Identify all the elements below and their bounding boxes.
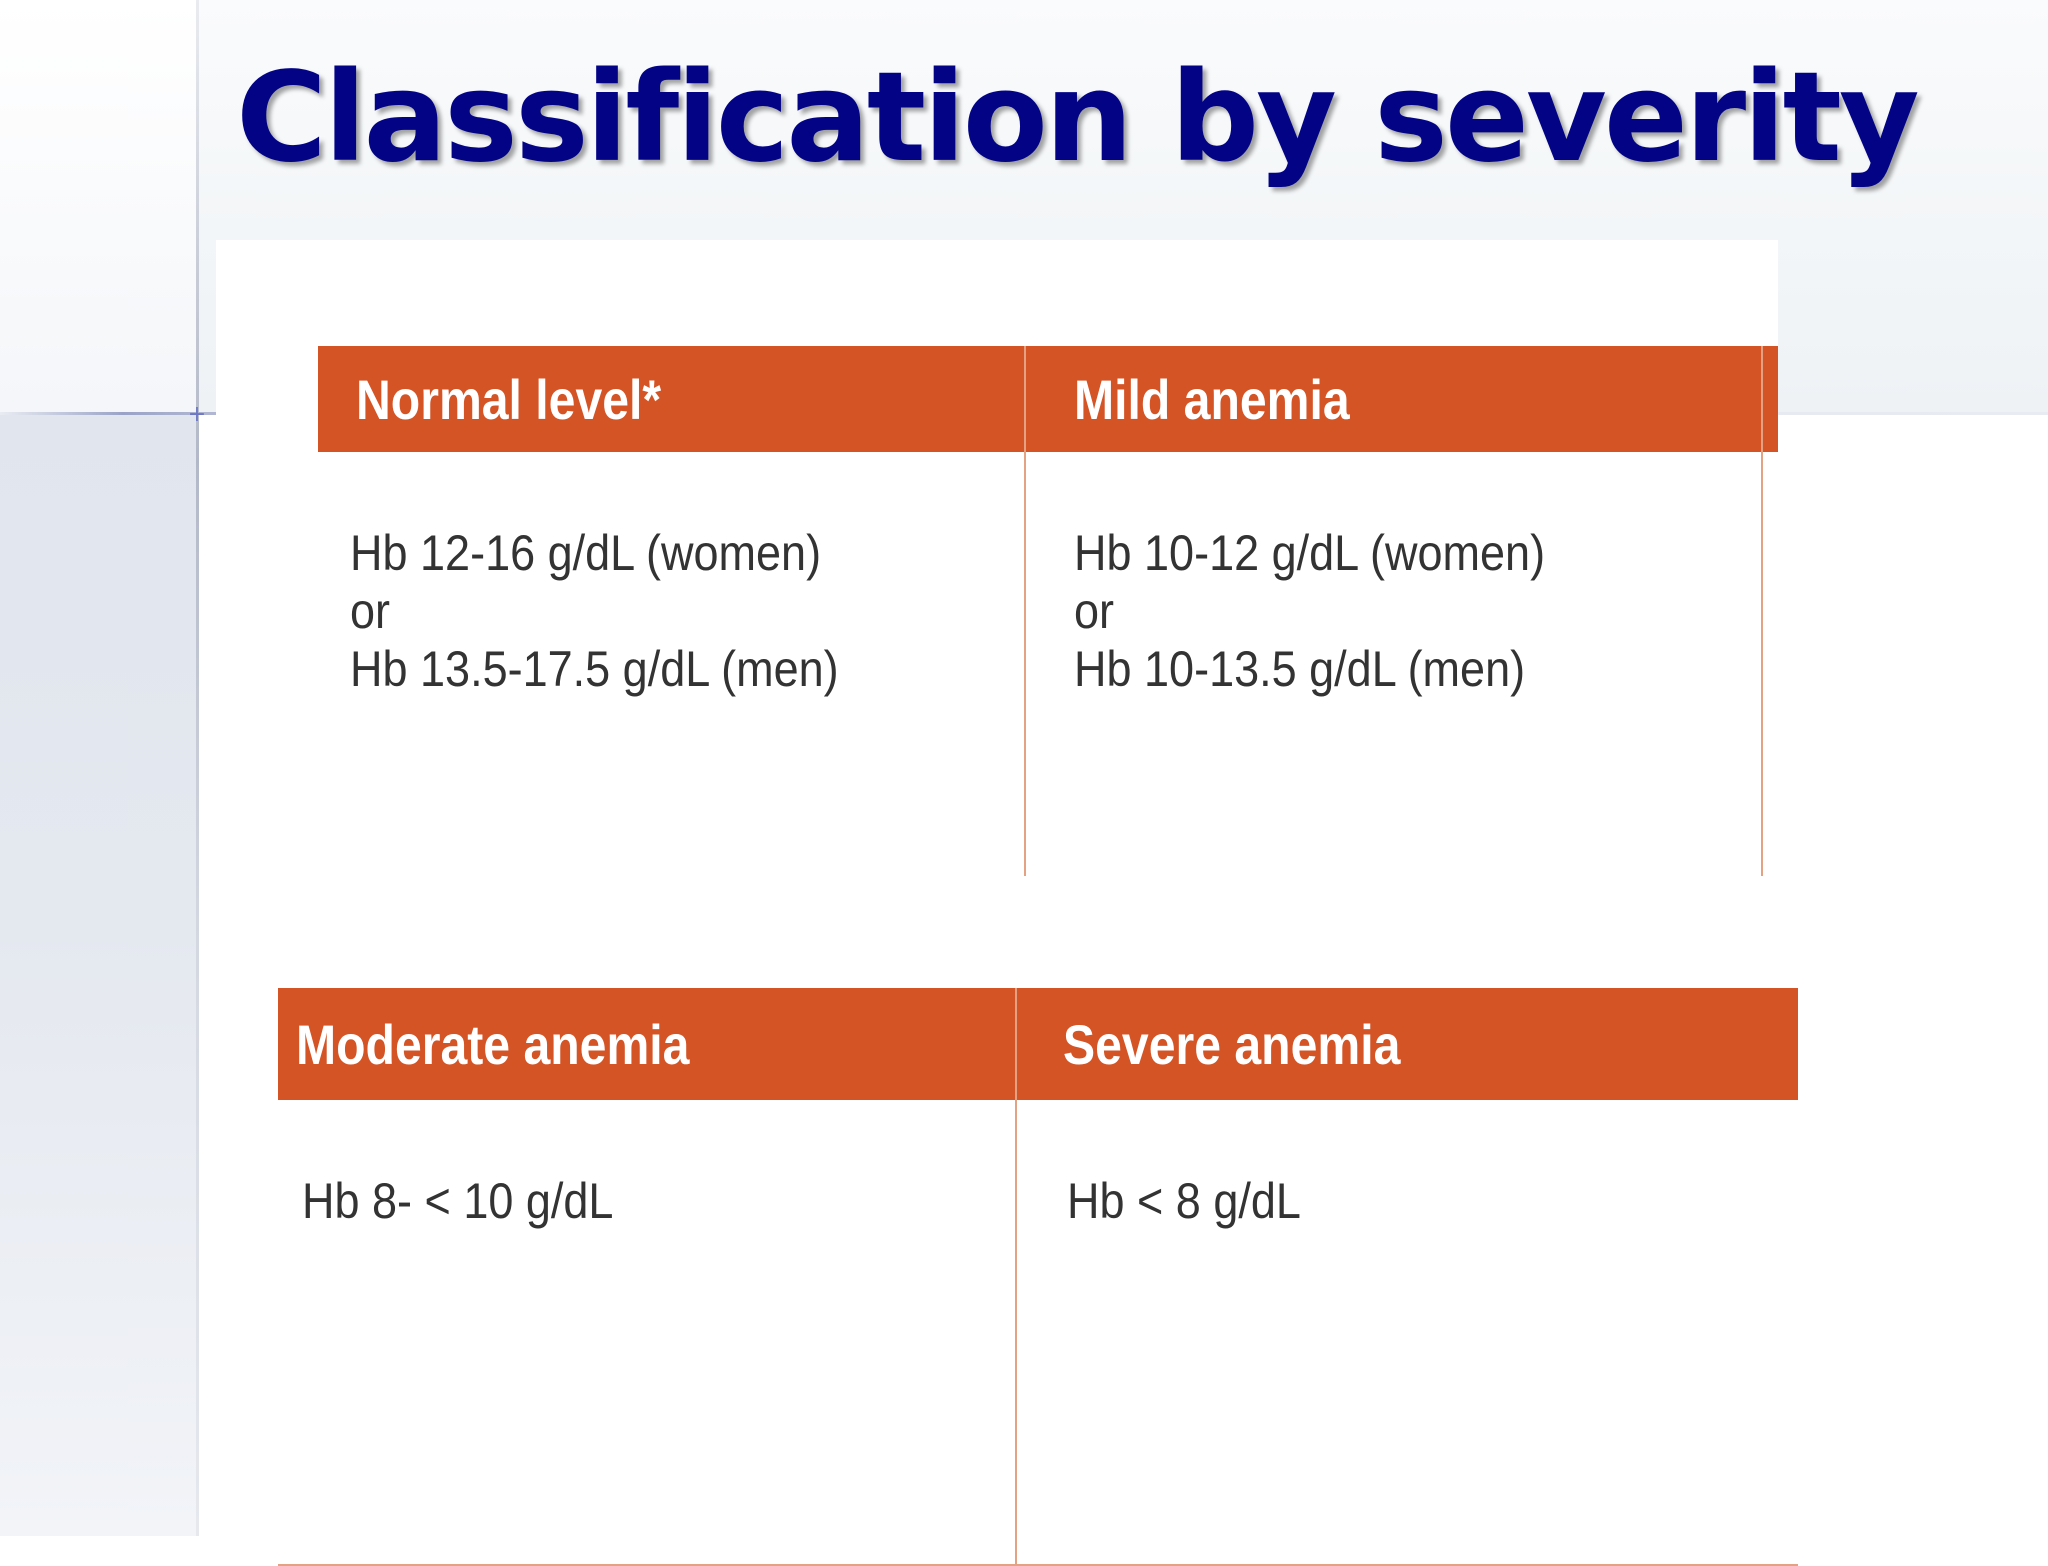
cell-line: Hb 8- < 10 g/dL (302, 1173, 614, 1229)
table-header-row (318, 346, 1778, 452)
cell-line: Hb 10-12 g/dL (women) (1073, 525, 1546, 581)
table-row (318, 452, 1778, 893)
cell-severe-anemia (1016, 1100, 1798, 1565)
cell-line: Hb 10-13.5 g/dL (men) (1073, 641, 1526, 697)
cell-mild-anemia (1025, 452, 1762, 893)
header-moderate-anemia: Moderate anemia (278, 988, 1016, 1100)
severity-table-bottom-panel (278, 876, 1798, 1536)
header-severe-anemia: Severe anemia (1016, 988, 1798, 1100)
cell-moderate-anemia (278, 1100, 1016, 1565)
slide-background-left-upper (0, 0, 197, 414)
slide-background-left (0, 414, 197, 1536)
cell-line: Hb < 8 g/dL (1067, 1173, 1302, 1229)
cell-line: Hb 13.5-17.5 g/dL (men) (350, 641, 839, 697)
severity-table-bottom (278, 988, 1798, 1566)
severity-table-top (318, 346, 1778, 894)
cell-line: or (1073, 583, 1114, 639)
slide-title: Classification by severity (236, 46, 1917, 190)
header-mild-anemia: Mild anemia (1025, 346, 1762, 452)
cell-line: Hb 12-16 g/dL (women) (350, 525, 822, 581)
slide-vertical-rule (196, 0, 199, 1536)
table-header-row (278, 988, 1798, 1100)
cell-line: or (350, 583, 391, 639)
slide-cross-marker-icon: + (187, 402, 207, 427)
header-normal-level: Normal level* (318, 346, 1025, 452)
header-truncated-column (1762, 346, 1779, 452)
severity-table-top-panel (216, 240, 1778, 860)
table-row (278, 1100, 1798, 1565)
cell-truncated-column (1762, 452, 1779, 893)
cell-normal-level (318, 452, 1025, 893)
